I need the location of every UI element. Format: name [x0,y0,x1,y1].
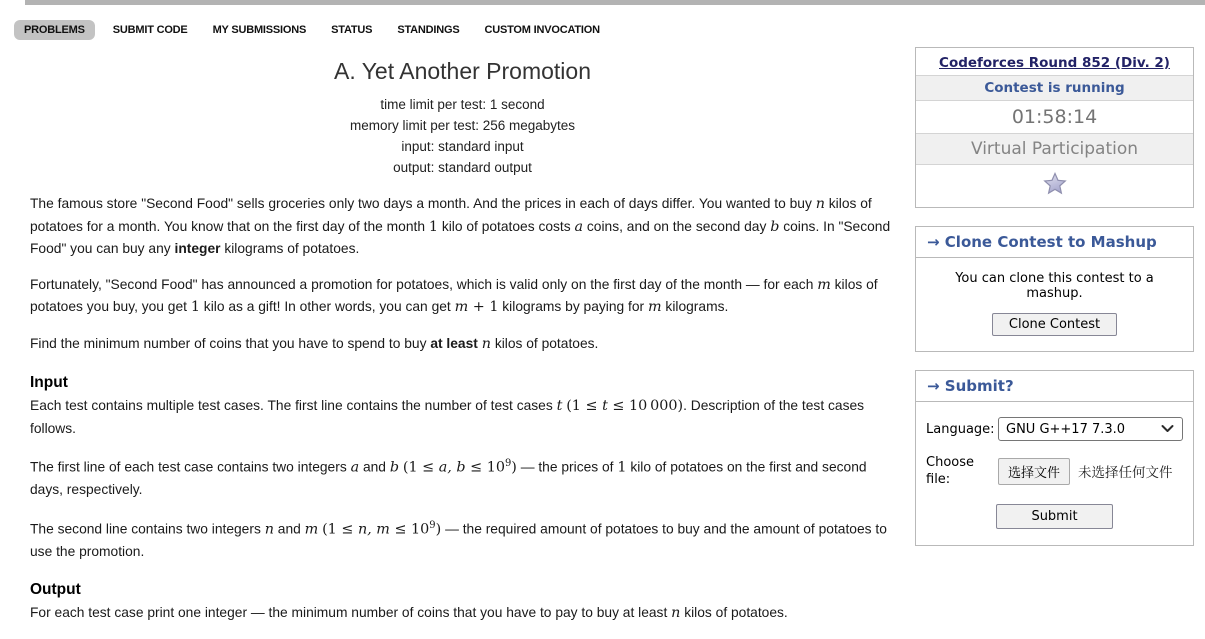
text-run: kilos of potatoes. [680,605,788,621]
math-var: t [602,398,608,414]
choose-file-label: Choose file: [926,455,974,487]
math-var: b [770,218,780,235]
contest-title-row [916,48,1193,75]
output-section-title: Output [30,581,81,599]
language-label: Language: [926,421,995,437]
contest-box [915,47,1194,208]
math-var: b [389,459,399,476]
virtual-participation-label: Virtual Participation [916,133,1193,164]
math-var: a, b [438,459,466,476]
text-run: Fortunately, "Second Food" has announced a promotion for potatoes, which is valid only on the first day of the month — for each [30,276,818,292]
clone-contest-body [916,258,1193,351]
tab-custom-invocation[interactable]: CUSTOM INVOCATION [484,24,600,36]
choose-file-row [926,454,1183,488]
text-run: The famous store "Second Food" sells groceries only two days a month. And the prices in each of days differ. You wanted to buy [30,196,816,211]
text-run: Each test contains multiple test cases. The first line contains the number of test cases [30,398,557,413]
math-num: ) [511,459,517,476]
tab-problems[interactable]: PROBLEMS [14,20,95,40]
math-var: m [817,276,831,293]
input-paragraph [30,395,895,439]
text-run: kilos of potatoes. [490,335,599,351]
math-var: n [671,605,681,622]
math-var: n [815,196,825,212]
favorite-star-icon[interactable] [1043,172,1067,195]
text-run: kilos of potatoes you buy, you get [30,276,878,314]
text-run: The first line of each test case contains two integers [30,459,351,475]
math-var: a [350,459,360,476]
text-run: coins. In "Second Food" you can buy any [30,218,891,256]
file-status-text: 未选择任何文件 [1078,465,1173,481]
math-num: 1 [190,299,200,315]
text-run: — the prices of [516,459,618,475]
top-divider-bar [25,0,1205,5]
text-run: kilo of potatoes costs [437,218,575,234]
input-spec: input: standard input [401,139,524,154]
math-superscript: 9 [504,458,512,469]
submit-button[interactable]: Submit [996,504,1112,529]
math-var: m [304,521,319,538]
contest-nav [14,20,607,40]
text-run: kilograms by paying for [498,299,648,314]
math-var: m [454,299,469,315]
math-var: n, m [357,521,390,538]
contest-star-row [916,164,1193,207]
math-num: ≤ 10 [465,459,505,476]
statement-paragraph [30,193,895,260]
math-num: (1 ≤ [402,459,439,476]
math-var: a [574,218,584,235]
submit-form [916,402,1193,545]
math-num: ≤ 10 [389,521,430,538]
math-num: ≤ 10 000) [607,398,684,414]
submit-box [915,370,1194,546]
text-run: kilos of potatoes for a month. You know that on the first day of the month [30,196,872,234]
text-run: kilo as a gift! In other words, you can get [199,299,455,314]
chevron-down-icon [1161,425,1174,433]
language-select-value: GNU G++17 7.3.0 [1006,421,1126,437]
text-run: and [359,459,390,475]
tab-submit-code[interactable]: SUBMIT CODE [112,24,188,36]
tab-standings[interactable]: STANDINGS [397,24,460,36]
problem-title: A. Yet Another Promotion [333,58,591,84]
statement-body [30,193,895,625]
choose-file-button[interactable]: 选择文件 [998,458,1070,485]
clone-contest-text: You can clone this contest to a mashup. [955,271,1154,301]
clone-contest-button[interactable]: Clone Contest [992,313,1117,336]
math-num: 1 [428,218,438,235]
math-num: 1 [617,459,627,476]
bold-text: at least [430,335,478,351]
statement-paragraph [30,274,895,319]
text-run: — the required amount of potatoes to buy and the amount of potatoes to use the promotion. [30,521,887,559]
problem-statement [30,58,895,639]
sidebar [915,47,1194,564]
text-run: The second line contains two integers [30,521,265,537]
time-limit: time limit per test: 1 second [380,97,545,112]
math-num: (1 ≤ [322,521,358,538]
text-run: coins, and on the second day [583,218,771,234]
text-run: For each test case print one integer — the minimum number of coins that you have to pay to buy at least [30,605,672,621]
contest-title-link[interactable]: Codeforces Round 852 (Div. 2) [939,55,1170,71]
file-input [998,458,1173,485]
input-paragraph [30,515,895,563]
clone-contest-header-link[interactable]: → Clone Contest to Mashup [916,227,1193,258]
text-run: and [273,521,305,537]
submit-row [926,504,1183,529]
tab-status[interactable]: STATUS [331,24,373,36]
text-run: Find the minimum number of coins that you have to spend to buy [30,335,431,351]
bold-text: integer [174,241,221,256]
text-run: kilograms of potatoes. [220,241,360,256]
math-var: n [264,521,274,538]
language-row [926,417,1183,441]
output-spec: output: standard output [393,160,532,175]
problem-header [30,58,895,178]
math-num: ) [435,521,442,538]
math-superscript: 9 [429,519,436,531]
tab-my-submissions[interactable]: MY SUBMISSIONS [212,24,307,36]
text-run: kilograms. [661,299,729,314]
contest-status: Contest is running [916,75,1193,100]
math-num: (1 ≤ [566,398,603,414]
submit-header-link[interactable]: → Submit? [916,371,1193,402]
clone-contest-box [915,226,1194,352]
math-var: m [647,299,662,315]
statement-paragraph [30,333,895,356]
input-paragraph [30,453,895,501]
text-run: kilo of potatoes on the first and second days, respectively. [30,459,867,498]
memory-limit: memory limit per test: 256 megabytes [349,118,576,133]
text-run: . Description of the test cases follows. [30,398,865,436]
math-num: + 1 [468,299,499,315]
language-select[interactable] [998,417,1183,441]
contest-timer: 01:58:14 [916,100,1193,133]
math-var: t [556,398,563,414]
math-var: n [481,335,491,352]
output-paragraph [30,602,895,625]
input-section-title: Input [30,374,68,391]
